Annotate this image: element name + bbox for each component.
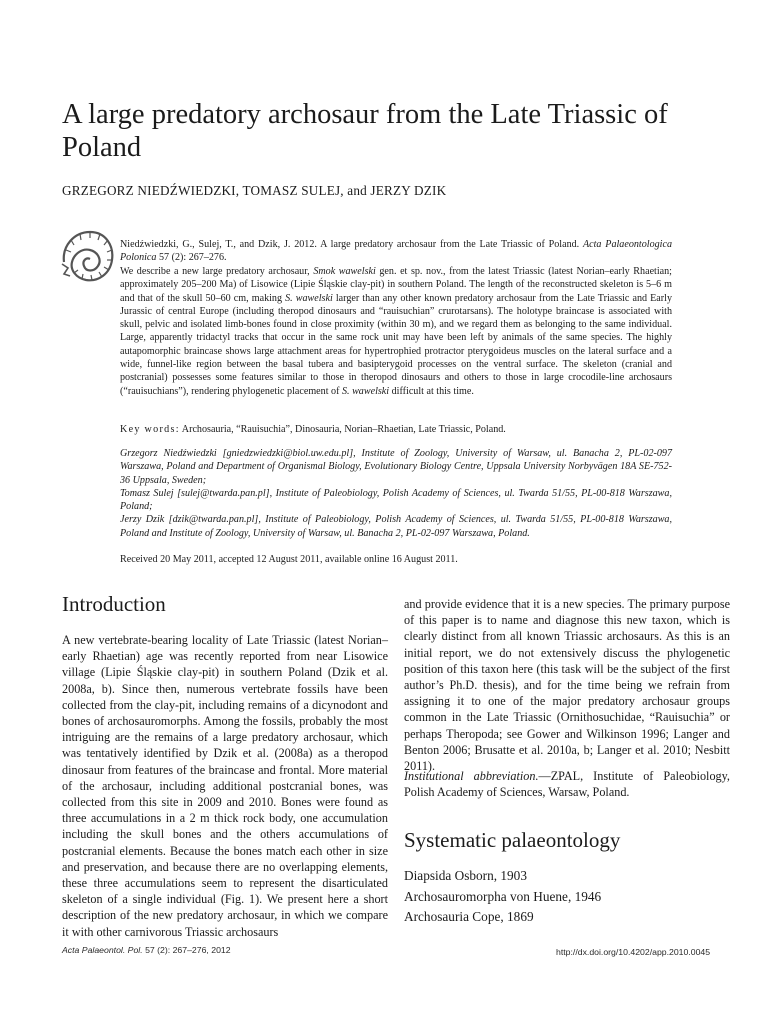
- affiliation: Jerzy Dzik [dzik@twarda.pan.pl], Institute of Paleobiology, Polish Academy of Sciences, ul. Twarda 51/55, PL-00-818 Warszawa, Poland and Institute of Zoology, University of Warsaw, ul. Banacha 2, PL-02-097 Warszawa, Poland.: [120, 514, 672, 539]
- taxon-line: Diapsida Osborn, 1903: [404, 868, 527, 883]
- taxon-line: Archosauromorpha von Huene, 1946: [404, 889, 602, 904]
- footer-journal-abbrev: Acta Palaeontol. Pol.: [62, 945, 143, 955]
- abstract-text: larger than any other known predatory archosaur from the Late Triassic and Early Jurassic of central Europe (including theropod dinosaurs and “rauisuchian” crurotarsans). The holotype braincase is associated with skull, pelvic and isolated limb-bones found in close proximity (within 30 m), and we regard them as belonging to the same individual. Large, apparently tridactyl tracks that occur in the same rock unit may have been left by animals of the same species. The highly autapomorphic braincase shows large attachment areas for hypertrophied protractor pterygoideus muscles on the lateral surface and a wide, funnel-like region between the basal tubera and basipterygoid processes on the ventral surface. The skeleton (cranial and postcranial) possesses some features similar to those in theropod dinosaurs and others to those in large crocodile-line archosaurs (“rauisuchians”), rendering phylogenetic placement of: [120, 292, 672, 397]
- introduction-continued: and provide evidence that it is a new species. The primary purpose of this paper is to name and diagnose this new taxon, which is clearly distinct from all known Triassic archosaurs. As this is an initial report, we do not extensively discuss the phylogenetic position of this taxon here (this task will be the subject of the first author’s Ph.D. thesis), and for the time being we refrain from assigning it to one of the major predatory archosaur groups common in the Late Triassic (Ornithosuchidae, “Rauisuchia” or perhaps Theropoda; see Gower and Wilkinson 1996; Langer and Benton 2006; Brusatte et al. 2010a, b; Langer et al. 2010; Nesbitt 2011).: [404, 597, 730, 774]
- footer-journal: [62, 945, 231, 955]
- keywords-text: Archosauria, “Rauisuchia”, Dinosauria, Norian–Rhaetian, Late Triassic, Poland.: [179, 424, 506, 435]
- abstract-taxon: S. wawelski: [285, 292, 333, 304]
- footer-doi-link[interactable]: http://dx.doi.org/10.4202/app.2010.0045: [556, 947, 711, 957]
- keywords: [120, 423, 672, 436]
- author-list: GRZEGORZ NIEDŹWIEDZKI, TOMASZ SULEJ, and JERZY DZIK: [62, 183, 447, 198]
- abstract-text: We describe a new large predatory archosaur,: [120, 266, 314, 277]
- citation-journal: Acta Palaeontologica Polonica: [120, 239, 672, 264]
- introduction-text: A new vertebrate-bearing locality of Late Triassic (latest Norian–early Rhaetian) age was recently reported from near Lisowice village (Lipie Śląskie clay-pit) in southern Poland (Dzik et al. 2008a, b). Since then, numerous vertebrate fossils have been collected from the clay-pit, including remains of a dicynodont and bones of archosauromorphs. Among the fossils, probably the most intriguing are the remains of a large predatory archosaur, which was tentatively identified by Dzik et al. (2008a) as a theropod dinosaur from features of the braincase and frontal. More material of the archosaur, including additional postcranial bones, was collected from this site in 2009 and 2010. Bones were found as three accumulations in a 2 m thick rock body, one accumulation including the skull bones and the others accumulations of postcranial elements. Because the bones match each other in size and preservation, and because there are no overlapping elements, these three accumulations seem to represent the disarticulated skeleton of a single individual (Fig. 1). We present here a short description of the new predatory archosaur, in which we compare it with other carnivorous Triassic archosaurs: [62, 633, 388, 939]
- abstract: [120, 265, 672, 398]
- taxon-line: Archosauria Cope, 1869: [404, 909, 534, 924]
- abstract-text: gen. et sp. nov., from the latest Triassic (latest Norian–early Rhaetian; approximately 205–200 Ma) of Lisowice (Lipie Śląskie clay-pit) in southern Poland. The length of the reconstructed skeleton is 5–6 m and that of the skull 50–60 cm, making: [120, 266, 672, 304]
- citation-rest: 57 (2): 267–276.: [156, 252, 227, 264]
- institutional-label: Institutional abbreviation.: [404, 769, 539, 783]
- institutional-text: —ZPAL, Institute of Paleobiology, Polish Academy of Sciences, Warsaw, Poland.: [404, 769, 730, 800]
- footer-journal-ref: 57 (2): 267–276, 2012: [142, 945, 231, 955]
- affiliation: Grzegorz Niedźwiedzki [gniedzwiedzki@biol.uw.edu.pl], Institute of Zoology, University of Warsaw, ul. Banacha 2, PL-02-097 Warszawa, Poland and Department of Organismal Biology, Evolutionary Biology Centre, Uppsala University Norbyvägen 18A SE-752-36 Uppsala, Sweden;: [120, 448, 672, 486]
- institutional-abbreviation: [404, 768, 730, 800]
- affiliations: [120, 447, 672, 540]
- affiliation: Tomasz Sulej [sulej@twarda.pan.pl], Institute of Paleobiology, Polish Academy of Sciences, ul. Twarda 51/55, PL-00-818 Warszawa, Poland;: [120, 487, 672, 513]
- section-heading-systematic: Systematic palaeontology: [404, 828, 621, 852]
- keywords-label: Key words:: [120, 424, 180, 435]
- paper-title: A large predatory archosaur from the Late Triassic of Poland: [62, 99, 668, 163]
- abstract-taxon: S. wawelski: [341, 385, 390, 397]
- citation: [120, 238, 672, 265]
- abstract-taxon: Smok wawelski: [313, 266, 376, 277]
- citation-main: Niedźwiedzki, G., Sulej, T., and Dzik, J. 2012. A large predatory archosaur from the Late Triassic of Poland.: [120, 239, 583, 250]
- section-heading-introduction: Introduction: [62, 592, 166, 616]
- received-dates: Received 20 May 2011, accepted 12 August 2011, available online 16 August 2011.: [120, 554, 458, 565]
- ammonite-icon: [60, 226, 116, 286]
- abstract-text: difficult at this time.: [389, 385, 474, 397]
